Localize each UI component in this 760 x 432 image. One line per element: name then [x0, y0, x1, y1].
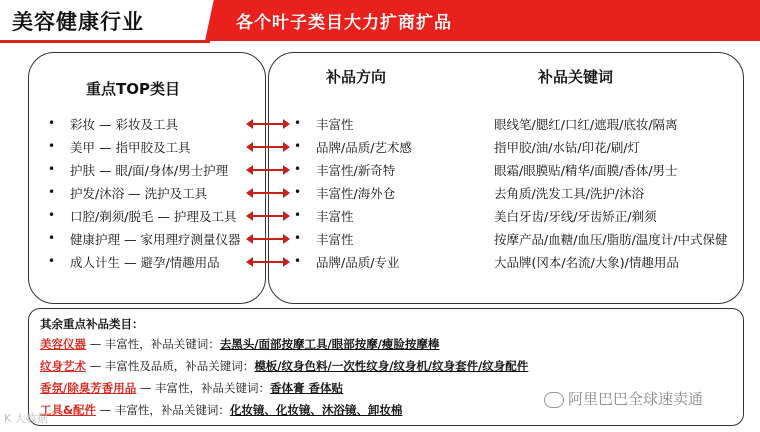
category-item: 护发/沐浴 — 洗护及工具 — [70, 186, 208, 201]
banner-text: 各个叶子类目大力扩商扩品 — [236, 13, 452, 33]
direction-item: 丰富性 — [316, 209, 354, 224]
other-category-line — [40, 402, 402, 418]
keywords-heading: 补品关键词 — [538, 68, 614, 86]
other-category-desc: — 丰富性，补品关键词： — [86, 337, 220, 351]
top-categories-heading: 重点TOP类目 — [86, 80, 180, 98]
watermark-left: K 大数据 — [4, 412, 48, 425]
other-category-name: 美容仪器 — [40, 337, 86, 351]
direction-heading: 补品方向 — [326, 68, 387, 86]
other-category-line — [40, 358, 528, 374]
other-category-line — [40, 380, 343, 396]
direction-item: 丰富性/新奇特 — [316, 163, 396, 178]
double-arrow-icon — [246, 165, 290, 175]
direction-item: 丰富性/海外仓 — [316, 186, 396, 201]
other-categories-heading: 其余重点补品类目： — [40, 317, 144, 331]
category-item: 美甲 — 指甲胶及工具 — [70, 140, 191, 155]
bullet: • — [294, 116, 302, 130]
keyword-item: 去角质/洗发工具/洗护/沐浴 — [494, 186, 645, 201]
bullet: • — [48, 254, 56, 268]
direction-item: 品牌/品质/专业 — [316, 255, 400, 270]
double-arrow-icon — [246, 257, 290, 267]
other-category-name: 工具&配件 — [40, 403, 97, 417]
other-category-line — [40, 336, 439, 352]
title-underline — [0, 40, 210, 43]
direction-item: 品牌/品质/艺术感 — [316, 140, 412, 155]
direction-item: 丰富性 — [316, 232, 354, 247]
bullet: • — [48, 162, 56, 176]
other-category-keywords: 去黑头/面部按摩工具/眼部按摩/瘦脸按摩棒 — [219, 337, 440, 351]
keyword-item: 按摩产品/血糖/血压/脂肪/温度计/中式保健 — [494, 232, 728, 247]
keyword-item: 眼霜/眼膜贴/精华/面膜/香体/男士 — [494, 163, 678, 178]
other-category-keywords: 模板/纹身色料/一次性纹身/纹身机/纹身套件/纹身配件 — [254, 359, 529, 373]
other-category-desc: — 丰富性及品质，补品关键词： — [86, 359, 255, 373]
bullet: • — [48, 139, 56, 153]
double-arrow-icon — [246, 211, 290, 221]
category-item: 护肤 — 眼/面/身体/男士护理 — [70, 163, 229, 178]
double-arrow-icon — [246, 119, 290, 129]
keyword-item: 眼线笔/腮红/口红/遮瑕/底妆/隔离 — [494, 117, 678, 132]
keyword-item: 大品牌(冈本/名流/大象)/情趣用品 — [494, 255, 679, 270]
bullet: • — [294, 208, 302, 222]
other-category-name: 纹身艺术 — [40, 359, 86, 373]
double-arrow-icon — [246, 142, 290, 152]
category-item: 健康护理 — 家用理疗测量仪器 — [70, 232, 241, 247]
other-category-desc: — 丰富性，补品关键词： — [96, 403, 230, 417]
double-arrow-icon — [246, 234, 290, 244]
bullet: • — [294, 162, 302, 176]
other-category-keywords: 香体膏 香体贴 — [270, 381, 344, 395]
bullet: • — [48, 231, 56, 245]
bullet: • — [48, 208, 56, 222]
page-title: 美容健康行业 — [12, 10, 144, 34]
category-item: 成人计生 — 避孕/情趣用品 — [70, 255, 220, 270]
keyword-item: 美白牙齿/牙线/牙齿矫正/剃须 — [494, 209, 657, 224]
bullet: • — [294, 231, 302, 245]
bullet: • — [48, 116, 56, 130]
double-arrow-icon — [246, 188, 290, 198]
bullet: • — [294, 185, 302, 199]
direction-item: 丰富性 — [316, 117, 354, 132]
other-category-desc: — 丰富性，补品关键词： — [136, 381, 271, 395]
bullet: • — [48, 185, 56, 199]
keyword-item: 指甲胶/油/水钻/印花/刷/灯 — [494, 140, 641, 155]
other-category-name: 香氛/除臭芳香用品 — [40, 381, 137, 395]
wechat-icon — [544, 392, 564, 408]
watermark-text: 阿里巴巴全球速卖通 — [568, 390, 704, 408]
bullet: • — [294, 254, 302, 268]
other-category-keywords: 化妆镜、化妆镜、沐浴镜、卸妆棉 — [229, 403, 403, 417]
category-item: 口腔/剃须/脱毛 — 护理及工具 — [70, 209, 237, 224]
bullet: • — [294, 139, 302, 153]
category-item: 彩妆 — 彩妆及工具 — [70, 117, 178, 132]
